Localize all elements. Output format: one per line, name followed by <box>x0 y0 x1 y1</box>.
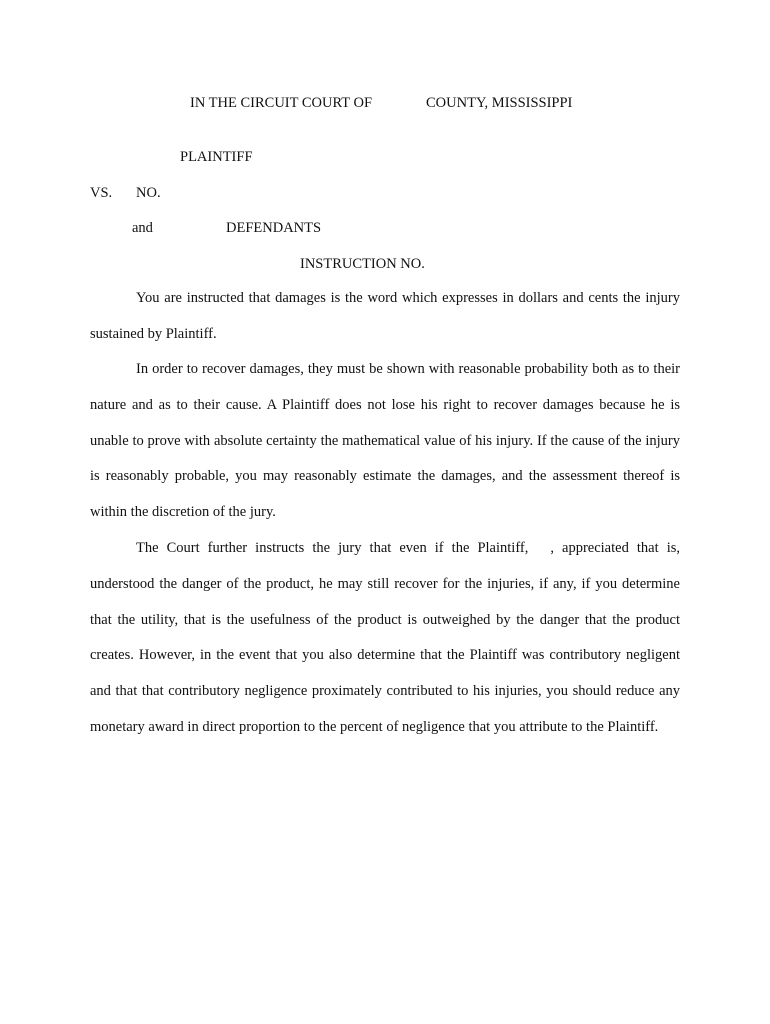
paragraph-comparative-negligence <box>90 531 680 746</box>
plaintiff-label: PLAINTIFF <box>180 149 253 165</box>
paragraph-text-before-blank: The Court further instructs the jury that even if the Plaintiff, <box>136 540 529 556</box>
paragraph-damages-definition: You are instructed that damages is the word which expresses in dollars and cents the injury sustained by Plaintiff. <box>90 290 680 342</box>
and-label: and <box>132 220 153 236</box>
paragraph-reasonable-probability: In order to recover damages, they must be shown with reasonable probability both as to their nature and as to their cause. A Plaintiff does not lose his right to recover damages because he is unable to prove with absolute certainty the mathematical value of his injury. If the cause of the injury is reasonably probable, you may reasonably estimate the damages, and the assessment thereof is within the discretion of the jury. <box>90 361 680 521</box>
paragraph-text-after-blank: , appreciated that is, understood the danger of the product, he may still recover for the injuries, if any, if you determine that the utility, that is the usefulness of the product is outweighed by the danger that the product creates. However, in the event that you also determine that the Plaintiff was contributory negligent and that that contributory negligence proximately contributed to his injuries, you should reduce any monetary award in direct proportion to the percent of negligence that you attribute to the Plaintiff. <box>90 540 680 735</box>
court-heading-county: COUNTY, MISSISSIPPI <box>426 95 573 111</box>
instruction-title: INSTRUCTION NO. <box>300 256 425 272</box>
case-number-label: NO. <box>136 185 161 201</box>
versus-label: VS. <box>90 185 113 201</box>
defendants-label: DEFENDANTS <box>226 220 322 236</box>
court-heading-prefix: IN THE CIRCUIT COURT OF <box>190 95 373 111</box>
